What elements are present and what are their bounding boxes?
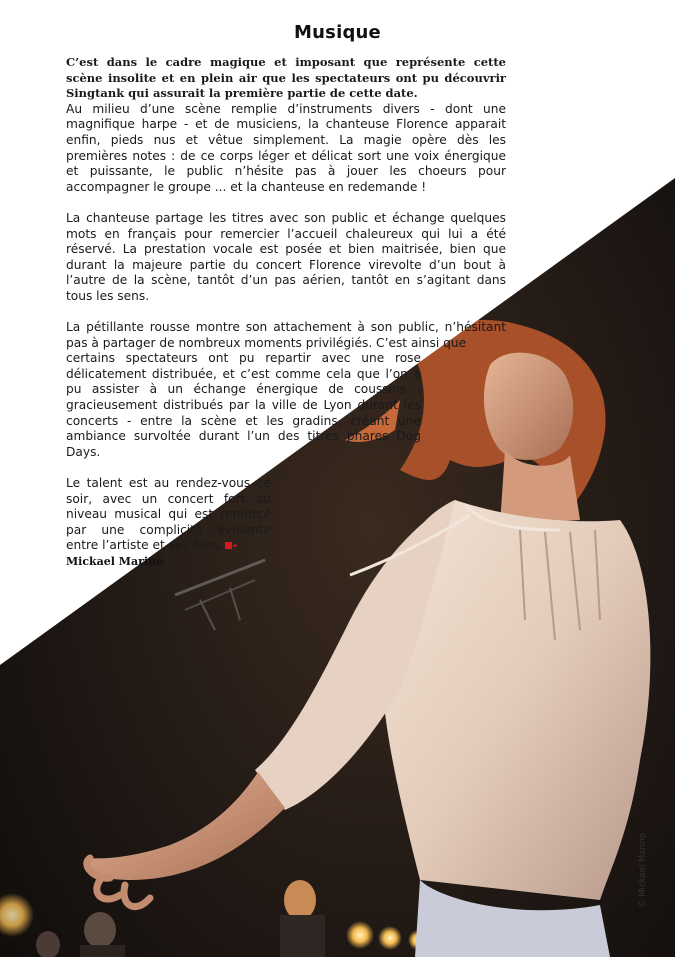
article-paragraph-4 [66, 476, 271, 554]
end-dash: - [232, 538, 238, 553]
article-lead: C’est dans le cadre magique et imposant que représente cette scène insolite et en plein air que les spectateurs ont pu découvrir Singtank qui assurait la première partie de cette date. [66, 55, 506, 101]
section-title: Musique [294, 22, 381, 43]
article-paragraph-3b: certains spectateurs ont pu repartir avec une rose délicatement distribuée, et c’est comme cela que l’on a pu assister à un échange énergique de coussins - gracieusement distribués par la ville de Lyon durant les concerts - entre la scène et les gradins, créant une ambiance survoltée durant l’un des titres phares Dog Days. [66, 351, 421, 459]
article-paragraph-2: La chanteuse partage les titres avec son public et échange quelques mots en français pour remercier l’accueil chaleureux qui lui a été réservé. La prestation vocale est posée et bien maitrisée, bien que durant la majeure partie du concert Florence virevolte d’un bout à l’autre de la scène, tantôt d’un pas aérien, tantôt en s’agitant dans tous les sens. [66, 210, 506, 303]
article-paragraph-3a: La pétillante rousse montre son attachement à son public, n’hésitant pas à partager de nombreux moments privilégiés. C’est ainsi que [66, 320, 506, 350]
author-name: Mickael Marino [66, 555, 164, 568]
photo-credit: © Mickael Marino [638, 833, 648, 908]
article-body [66, 55, 506, 569]
article-paragraph-1: Au milieu d’une scène remplie d’instruments divers - dont une magnifique harpe - et de musiciens, la chanteuse Florence apparait enfin, pieds nus et vêtue simplement. La magie opère dès les premières notes : de ce corps léger et délicat sort une voix énergique et puissante, le public n’hésite pas à jouer les choeurs pour accompagner le groupe ... et la chanteuse en redemande ! [66, 101, 506, 194]
article-paragraph-4-text: Le talent est au rendez-vous ce soir, avec un concert fort au niveau musical qui est renforcé par une complicité évidente entre l’artiste et ses fans. [66, 476, 271, 553]
